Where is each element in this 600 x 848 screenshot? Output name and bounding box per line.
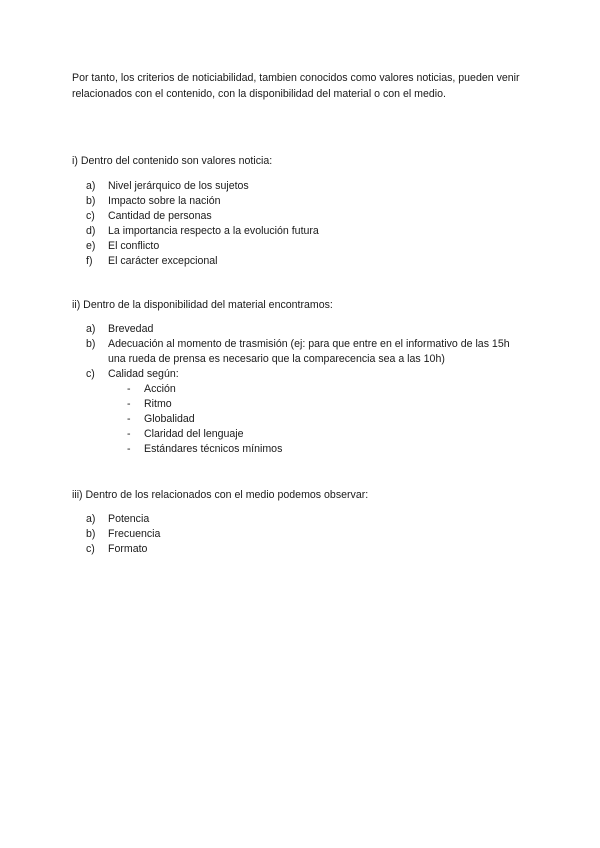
dash-marker: - bbox=[127, 398, 131, 410]
list-item-text: El carácter excepcional bbox=[108, 255, 218, 267]
list-item-text: Brevedad bbox=[108, 323, 154, 335]
dash-marker: - bbox=[127, 428, 131, 440]
list-marker: b) bbox=[86, 528, 96, 540]
section-heading-disponibilidad: ii) Dentro de la disponibilidad del material encontramos: bbox=[72, 299, 333, 311]
list-marker: b) bbox=[86, 195, 96, 207]
list-marker: c) bbox=[86, 210, 95, 222]
list-marker: b) bbox=[86, 338, 96, 350]
sublist-item-text: Claridad del lenguaje bbox=[144, 428, 244, 440]
list-marker: d) bbox=[86, 225, 96, 237]
sublist-item-text: Acción bbox=[144, 383, 176, 395]
list-item-text: Formato bbox=[108, 543, 148, 555]
dash-marker: - bbox=[127, 383, 131, 395]
list-marker: c) bbox=[86, 543, 95, 555]
section-heading-contenido: i) Dentro del contenido son valores noticia: bbox=[72, 155, 273, 167]
list-marker: a) bbox=[86, 513, 96, 525]
intro-paragraph: Por tanto, los criterios de noticiabilidad, tambien conocidos como valores noticias, pueden venir relacionados con el contenido, con la disponibilidad del material o con el medio. bbox=[72, 72, 520, 100]
dash-marker: - bbox=[127, 443, 131, 455]
dash-marker: - bbox=[127, 413, 131, 425]
sublist-item-text: Ritmo bbox=[144, 398, 172, 410]
section-heading-medio: iii) Dentro de los relacionados con el medio podemos observar: bbox=[72, 489, 369, 501]
list-item-text: Calidad según: bbox=[108, 368, 179, 380]
list-item-text: Adecuación al momento de trasmisión (ej: para que entre en el informativo de las 15h una rueda de prensa es necesario que la comparecencia sea a las 10h) bbox=[108, 338, 510, 365]
sublist-item-text: Globalidad bbox=[144, 413, 195, 425]
list-marker: e) bbox=[86, 240, 96, 252]
list-marker: a) bbox=[86, 323, 96, 335]
list-item-text: El conflicto bbox=[108, 240, 160, 252]
list-item-text: Nivel jerárquico de los sujetos bbox=[108, 180, 249, 192]
list-marker: c) bbox=[86, 368, 95, 380]
list-item-text: Impacto sobre la nación bbox=[108, 195, 221, 207]
list-item-text: La importancia respecto a la evolución futura bbox=[108, 225, 319, 237]
list-marker: a) bbox=[86, 180, 96, 192]
list-item-text: Cantidad de personas bbox=[108, 210, 212, 222]
list-item-text: Frecuencia bbox=[108, 528, 161, 540]
list-marker: f) bbox=[86, 255, 93, 267]
list-item-text: Potencia bbox=[108, 513, 150, 525]
sublist-item-text: Estándares técnicos mínimos bbox=[144, 443, 283, 455]
